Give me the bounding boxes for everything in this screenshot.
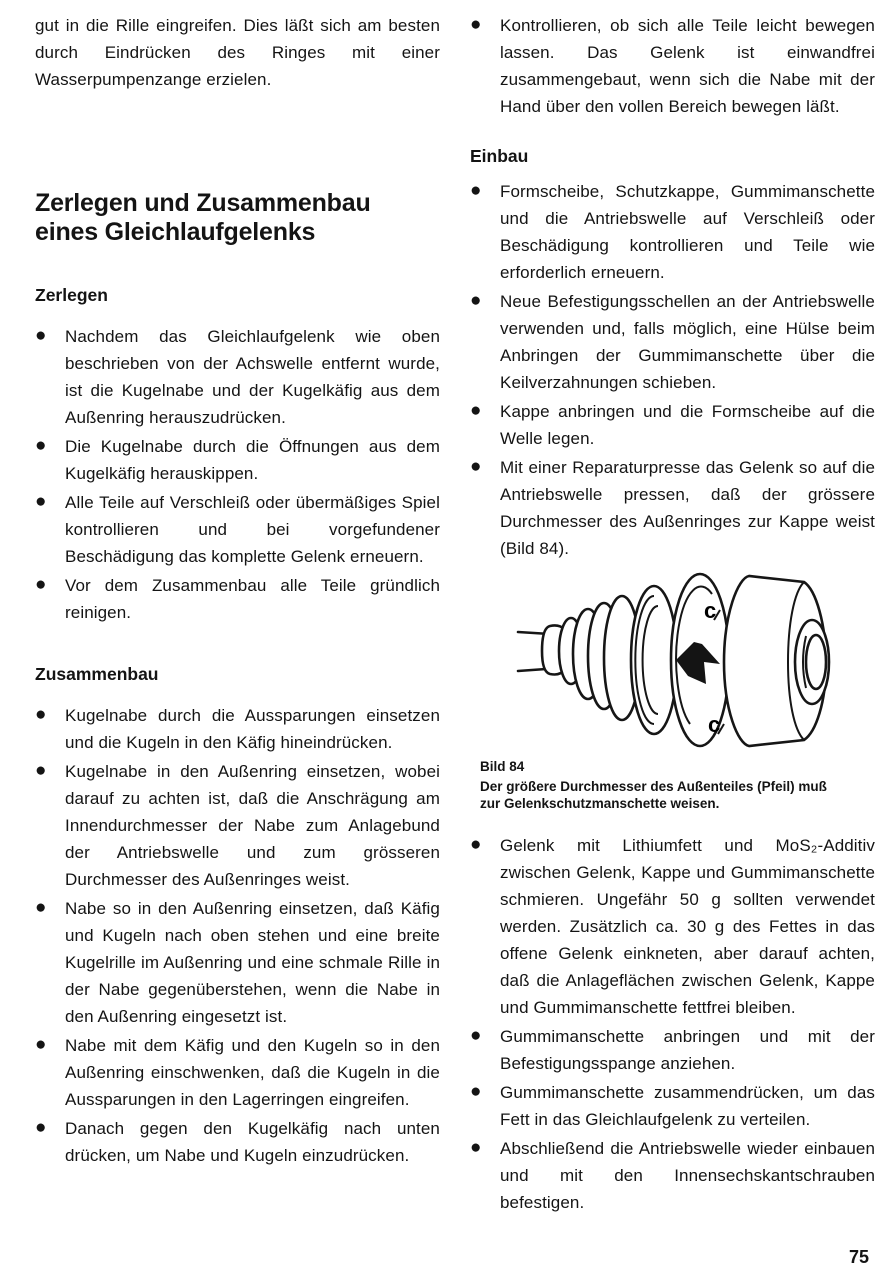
bullet-icon: ●: [35, 491, 47, 512]
list-item-text: Kugelnabe durch die Aussparungen einsetzen und die Kugeln in den Käfig hineindrücken.: [65, 706, 440, 752]
list-item: [35, 572, 440, 626]
list-item: [470, 398, 875, 452]
bullet-icon: ●: [470, 1025, 482, 1046]
list-item-text: Formscheibe, Schutzkappe, Gummimanschette und die Antriebswelle auf Verschleiß oder Beschädigung kontrollieren und Teile wie erforderlich erneuern.: [500, 182, 875, 282]
hub-bore: [806, 635, 826, 689]
list-item-text: Gummimanschette zusammendrücken, um das Fett in das Gleichlaufgelenk zu verteilen.: [500, 1083, 875, 1129]
bullet-icon: ●: [470, 1137, 482, 1158]
bullet-icon: ●: [470, 180, 482, 201]
list-item: [470, 454, 875, 562]
bullet-icon: ●: [470, 290, 482, 311]
list-item-text: Abschließend die Antriebswelle wieder einbauen und mit den Innensechskantschrauben befestigen.: [500, 1139, 875, 1212]
flange-mark-top: c: [704, 598, 717, 623]
list-item-text: Mit einer Reparaturpresse das Gelenk so auf die Antriebswelle pressen, daß der grössere Durchmesser des Außenringes zur Kappe weist (Bild 84).: [500, 458, 875, 558]
bullet-icon: ●: [470, 14, 482, 35]
list-item: [35, 489, 440, 570]
figure-caption: Der größere Durchmesser des Außenteiles (Pfeil) muß zur Gelenkschutzmanschette weisen.: [480, 779, 827, 811]
list-item-text: Alle Teile auf Verschleiß oder übermäßiges Spiel kontrollieren und bei vorgefundener Beschädigung das komplette Gelenk erneuern.: [65, 493, 440, 566]
intro-paragraph: gut in die Rille eingreifen. Dies läßt sich am besten durch Eindrücken des Ringes mit einer Wasserpumpenzange erzielen.: [35, 16, 440, 89]
einbau-bullet-list: [470, 178, 875, 562]
list-item: [470, 1023, 875, 1077]
list-item: [470, 288, 875, 396]
list-item: [35, 1115, 440, 1169]
list-item-text: Neue Befestigungsschellen an der Antriebswelle verwenden und, falls möglich, eine Hülse beim Anbringen der Gummimanschette über die Keilverzahnungen schieben.: [500, 292, 875, 392]
list-item-text: Nabe so in den Außenring einsetzen, daß Käfig und Kugeln nach oben stehen und eine breite Kugelrille im Außenring und eine schmale Rille in der Nabe gegenüberstehen, wenn die Nabe in den Außenring eingesetzt ist.: [65, 899, 440, 1026]
page-number: 75: [848, 1247, 869, 1267]
right-column: [470, 12, 875, 1218]
list-item-text: Kontrollieren, ob sich alle Teile leicht bewegen lassen. Das Gelenk ist einwandfrei zusammengebaut, wenn sich die Nabe mit der Hand über den vollen Bereich bewegen läßt.: [500, 16, 875, 116]
left-column: [35, 12, 440, 1218]
bullet-icon: ●: [35, 704, 47, 725]
page-title: Zerlegen und Zusammenbau eines Gleichlaufgelenks: [35, 189, 371, 246]
list-item-text: Die Kugelnabe durch die Öffnungen aus dem Kugelkäfig herauskippen.: [65, 437, 440, 483]
final-bullet-list: [470, 832, 875, 1216]
list-item-text: Kugelnabe in den Außenring einsetzen, wobei darauf zu achten ist, daß die Anschrägung am Innendurchmesser der Nabe zum Anlagebund der Antriebswelle und zum grösseren Durchmesser des Außenringes weist.: [65, 762, 440, 889]
section-heading-zusammenbau: Zusammenbau: [35, 664, 159, 684]
list-item-text: Vor dem Zusammenbau alle Teile gründlich reinigen.: [65, 576, 440, 622]
cv-joint-drawing: [516, 572, 851, 750]
list-item-text: Gummimanschette anbringen und mit der Befestigungsspange anziehen.: [500, 1027, 875, 1073]
bullet-icon: ●: [35, 897, 47, 918]
figure-bild-84: [480, 572, 840, 812]
list-item: [35, 1032, 440, 1113]
list-item-text: Gelenk mit Lithiumfett und MoS₂-Additiv zwischen Gelenk, Kappe und Gummimanschette schmieren. Ungefähr 50 g sollten verwendet werden. Zusätzlich ca. 30 g des Fettes in das offene Gelenk einkneten, aber darauf achten, daß die Anlageflächen zwischen Gelenk, Kappe und Gummimanschette fettfrei bleiben.: [500, 836, 875, 1017]
list-item: [35, 323, 440, 431]
list-item-text: Danach gegen den Kugelkäfig nach unten drücken, um Nabe und Kugeln einzudrücken.: [65, 1119, 440, 1165]
figure-label: Bild 84: [480, 759, 525, 774]
list-item: [470, 1079, 875, 1133]
shaft-line-bottom: [518, 669, 546, 671]
bullet-icon: ●: [35, 325, 47, 346]
top-bullet-list: [470, 12, 875, 120]
list-item: [35, 702, 440, 756]
bullet-icon: ●: [35, 1117, 47, 1138]
list-item: [35, 758, 440, 893]
list-item-text: Kappe anbringen und die Formscheibe auf die Welle legen.: [500, 402, 875, 448]
section-heading-einbau: Einbau: [470, 146, 529, 166]
list-item: [470, 178, 875, 286]
two-column-layout: [35, 12, 875, 1218]
bullet-icon: ●: [470, 834, 482, 855]
list-item: [35, 433, 440, 487]
bullet-icon: ●: [470, 456, 482, 477]
bullet-icon: ●: [470, 1081, 482, 1102]
section-heading-zerlegen: Zerlegen: [35, 285, 108, 305]
bullet-icon: ●: [470, 400, 482, 421]
list-item: [470, 832, 875, 1021]
list-item: [470, 1135, 875, 1216]
zerlegen-bullet-list: [35, 323, 440, 626]
list-item: [470, 12, 875, 120]
bullet-icon: ●: [35, 435, 47, 456]
bullet-icon: ●: [35, 574, 47, 595]
zusammenbau-bullet-list: [35, 702, 440, 1169]
bullet-icon: ●: [35, 1034, 47, 1055]
list-item-text: Nachdem das Gleichlaufgelenk wie oben beschrieben von der Achswelle entfernt wurde, ist die Kugelnabe und der Kugelkäfig aus dem Außenring herauszudrücken.: [65, 327, 440, 427]
list-item-text: Nabe mit dem Käfig und den Kugeln so in den Außenring einschwenken, daß die Kugeln in die Aussparungen in den Lagerringen eingreifen.: [65, 1036, 440, 1109]
bullet-icon: ●: [35, 760, 47, 781]
list-item: [35, 895, 440, 1030]
flange-mark-bottom: c: [708, 712, 721, 737]
